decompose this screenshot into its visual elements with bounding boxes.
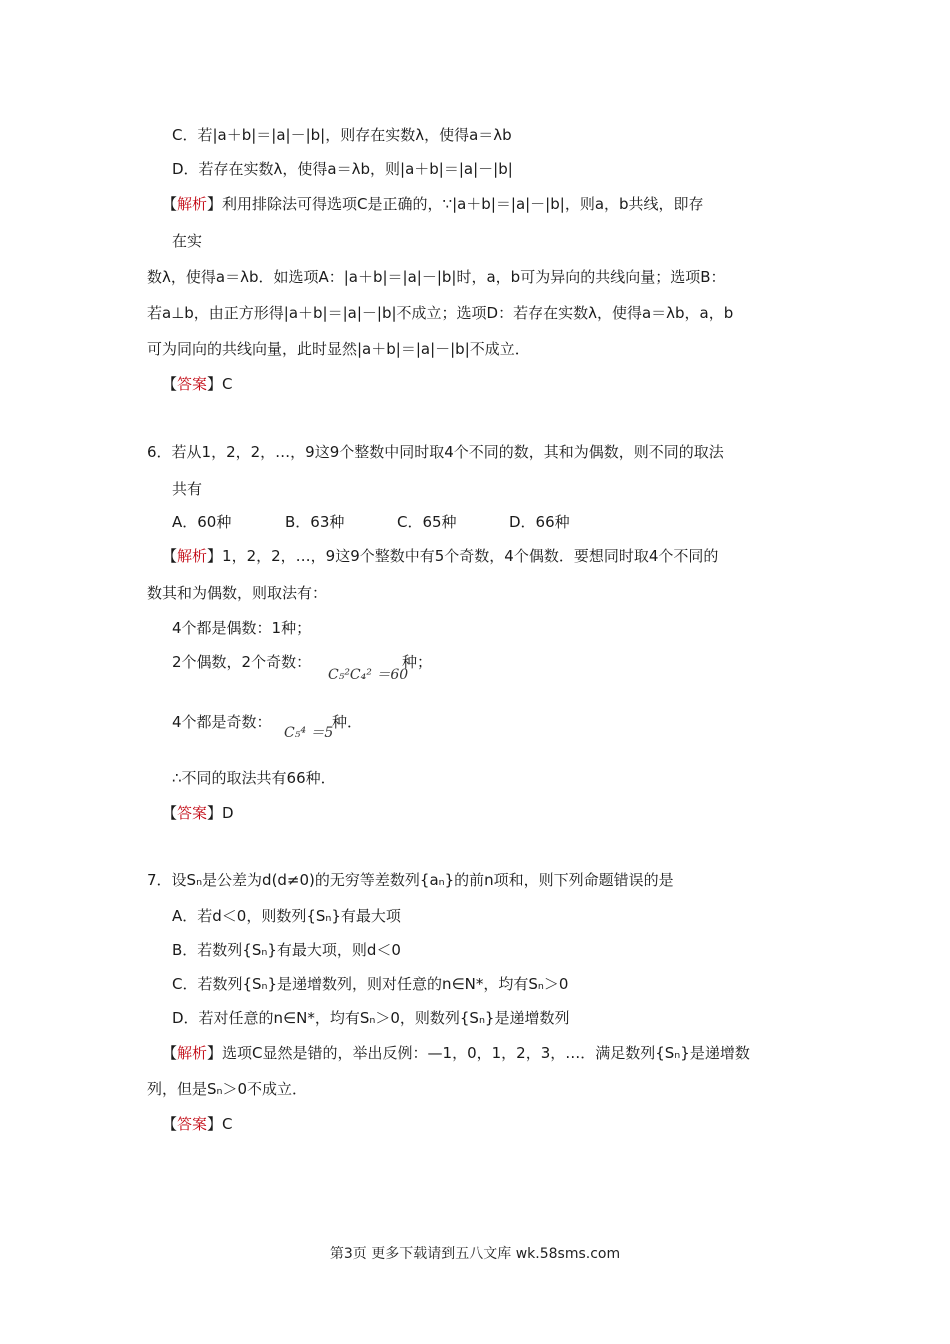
- q6-case-2-tail: 种；: [402, 653, 433, 671]
- q6-option-b: B．63种: [285, 513, 345, 531]
- answer-value: C: [222, 375, 233, 393]
- q5-answer: 【答案】C: [162, 375, 233, 393]
- q6-option-a: A．60种: [172, 513, 232, 531]
- q5-analysis-line-4: 若a⊥b，由正方形得|a＋b|＝|a|－|b|不成立；选项D：若存在实数λ，使得a＝λb，a，b: [147, 304, 734, 322]
- answer-tag: 答案: [177, 1115, 208, 1133]
- q7-option-a: A．若d＜0，则数列{Sₙ}有最大项: [172, 907, 401, 925]
- q6-option-c: C．65种: [397, 513, 457, 531]
- q6-case-2-formula: C₅²C₄² ＝60: [328, 667, 409, 683]
- answer-value: D: [222, 804, 234, 822]
- q5-analysis-line-3: 数λ，使得a＝λb．如选项A：|a＋b|＝|a|－|b|时，a，b可为异向的共线向量；选项B：: [147, 268, 726, 286]
- analysis-tag: 解析: [177, 195, 208, 213]
- q6-option-d: D．66种: [509, 513, 570, 531]
- q5-analysis-line-5: 可为同向的共线向量，此时显然|a＋b|＝|a|－|b|不成立．: [147, 340, 530, 358]
- q7-option-d: D．若对任意的n∈N*，均有Sₙ＞0，则数列{Sₙ}是递增数列: [172, 1009, 570, 1027]
- analysis-text: 利用排除法可得选项C是正确的，∵|a＋b|＝|a|－|b|，则a，b共线，即存: [222, 195, 704, 213]
- page-footer: 第3页 更多下载请到五八文库 wk.58sms.com: [329, 1246, 621, 1262]
- analysis-tag: 解析: [177, 1044, 208, 1062]
- q7-option-c: C．若数列{Sₙ}是递增数列，则对任意的n∈N*，均有Sₙ＞0: [172, 975, 569, 993]
- q7-analysis-line-1: 【解析】选项C显然是错的，举出反例：—1，0，1，2，3，…．满足数列{Sₙ}是递增数: [162, 1044, 750, 1062]
- q6-case-1: 4个都是偶数：1种；: [172, 619, 312, 637]
- q5-analysis-line-1: 【解析】利用排除法可得选项C是正确的，∵|a＋b|＝|a|－|b|，则a，b共线，即存: [162, 195, 704, 213]
- q6-case-2-text: 2个偶数，2个奇数：: [172, 653, 312, 671]
- q6-analysis-line-2: 数其和为偶数，则取法有：: [147, 584, 328, 602]
- q5-option-c: C．若|a＋b|＝|a|－|b|，则存在实数λ，使得a＝λb: [172, 126, 512, 144]
- q7-option-b: B．若数列{Sₙ}有最大项，则d＜0: [172, 941, 401, 959]
- q5-option-d: D．若存在实数λ，使得a＝λb，则|a＋b|＝|a|－|b|: [172, 160, 513, 178]
- q6-stem-line-2: 共有: [172, 480, 203, 498]
- answer-value: C: [222, 1115, 233, 1133]
- q7-answer: 【答案】C: [162, 1115, 233, 1133]
- answer-tag: 答案: [177, 804, 208, 822]
- q6-stem-line-1: 6．若从1，2，2，…，9这9个整数中同时取4个不同的数，其和为偶数，则不同的取法: [147, 443, 724, 461]
- q7-stem: 7．设Sₙ是公差为d(d≠0)的无穷等差数列{aₙ}的前n项和，则下列命题错误的是: [147, 871, 674, 889]
- q6-answer: 【答案】D: [162, 804, 234, 822]
- answer-tag: 答案: [177, 375, 208, 393]
- q6-case-3-tail: 种．: [332, 713, 363, 731]
- q7-analysis-line-2: 列，但是Sₙ＞0不成立．: [147, 1080, 308, 1098]
- analysis-tag: 解析: [177, 547, 208, 565]
- q6-analysis-line-1: 【解析】1，2，2，…，9这9个整数中有5个奇数，4个偶数．要想同时取4个不同的: [162, 547, 719, 565]
- q6-case-3-formula: C₅⁴ ＝5: [284, 725, 334, 741]
- analysis-text: 选项C显然是错的，举出反例：—1，0，1，2，3，…．满足数列{Sₙ}是递增数: [222, 1044, 750, 1062]
- q6-case-3-text: 4个都是奇数：: [172, 713, 272, 731]
- q5-analysis-line-2: 在实: [172, 232, 203, 250]
- analysis-text: 1，2，2，…，9这9个整数中有5个奇数，4个偶数．要想同时取4个不同的: [222, 547, 719, 565]
- q6-conclusion: ∴不同的取法共有66种．: [172, 769, 336, 787]
